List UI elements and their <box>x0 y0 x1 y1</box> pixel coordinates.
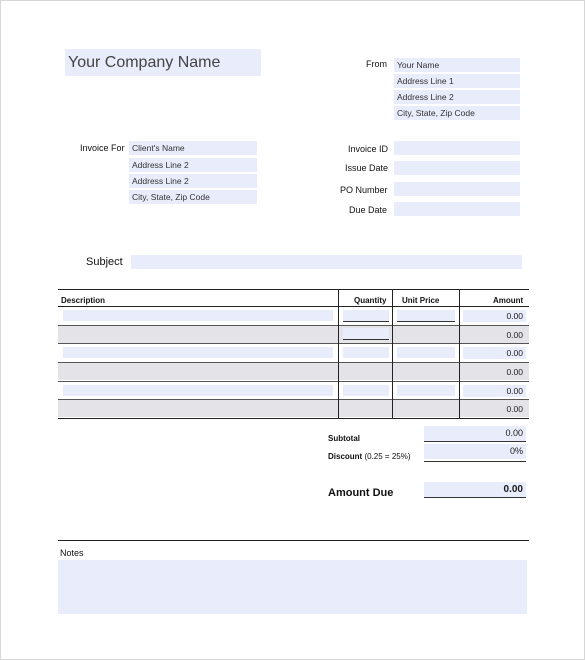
row5-unit-price-field[interactable] <box>397 385 455 396</box>
from-city-state-zip-field[interactable]: City, State, Zip Code <box>394 106 520 120</box>
discount-hint: (0.25 = 25%) <box>364 452 411 461</box>
issue-date-field[interactable] <box>394 161 520 175</box>
discount-field[interactable]: 0% <box>424 444 526 459</box>
row1-amount: 0.00 <box>463 310 526 322</box>
row2-amount: 0.00 <box>506 330 523 340</box>
subject-label: Subject <box>86 256 123 268</box>
po-number-label: PO Number <box>340 185 388 195</box>
row1-unit-price-field[interactable] <box>397 310 455 322</box>
quantity-header: Quantity <box>354 296 387 305</box>
subtotal-value: 0.00 <box>424 426 526 441</box>
issue-date-label: Issue Date <box>345 163 389 173</box>
subject-field[interactable] <box>131 255 522 269</box>
column-divider <box>459 289 460 418</box>
row3-unit-price-field[interactable] <box>397 347 455 358</box>
notes-field[interactable] <box>58 560 527 614</box>
company-name-field[interactable]: Your Company Name <box>65 49 261 76</box>
client-address-line1-field[interactable]: Address Line 2 <box>129 158 257 172</box>
notes-label: Notes <box>60 548 84 558</box>
subtotal-underline <box>424 441 526 442</box>
amount-header: Amount <box>493 296 524 305</box>
row6-amount: 0.00 <box>506 404 523 414</box>
discount-underline <box>424 461 526 462</box>
unit-price-header: Unit Price <box>402 296 440 305</box>
amount-due-label: Amount Due <box>328 487 394 499</box>
invoice-id-field[interactable] <box>394 141 520 155</box>
row5-amount: 0.00 <box>463 385 526 397</box>
client-address-line2-field[interactable]: Address Line 2 <box>129 174 257 188</box>
from-address-line2-field[interactable]: Address Line 2 <box>394 90 520 104</box>
from-name-field[interactable]: Your Name <box>394 58 520 72</box>
amount-due-underline <box>424 497 526 498</box>
table-bottom-rule <box>58 418 529 419</box>
row2-quantity-field[interactable] <box>343 328 389 340</box>
discount-label: Discount <box>328 452 363 461</box>
column-divider <box>338 289 339 418</box>
from-address-line1-field[interactable]: Address Line 1 <box>394 74 520 88</box>
discount-label-row <box>328 452 411 461</box>
row3-quantity-field[interactable] <box>343 347 389 358</box>
row1-quantity-field[interactable] <box>343 310 389 322</box>
client-name-field[interactable]: Client's Name <box>129 141 257 155</box>
client-city-state-zip-field[interactable]: City, State, Zip Code <box>129 190 257 204</box>
notes-rule <box>58 540 529 541</box>
due-date-label: Due Date <box>349 205 388 215</box>
subtotal-label: Subtotal <box>328 434 360 443</box>
column-divider <box>392 289 393 418</box>
row5-quantity-field[interactable] <box>343 385 389 396</box>
from-label: From <box>366 59 387 69</box>
po-number-field[interactable] <box>394 182 520 196</box>
invoice-for-label: Invoice For <box>80 143 125 153</box>
row1-description-field[interactable] <box>63 310 333 321</box>
row5-description-field[interactable] <box>63 385 333 396</box>
row3-amount: 0.00 <box>463 347 526 359</box>
row4-amount: 0.00 <box>506 367 523 377</box>
description-header: Description <box>61 296 106 305</box>
invoice-id-label: Invoice ID <box>348 144 389 154</box>
row3-description-field[interactable] <box>63 347 333 358</box>
amount-due-value: 0.00 <box>424 482 526 497</box>
due-date-field[interactable] <box>394 202 520 216</box>
